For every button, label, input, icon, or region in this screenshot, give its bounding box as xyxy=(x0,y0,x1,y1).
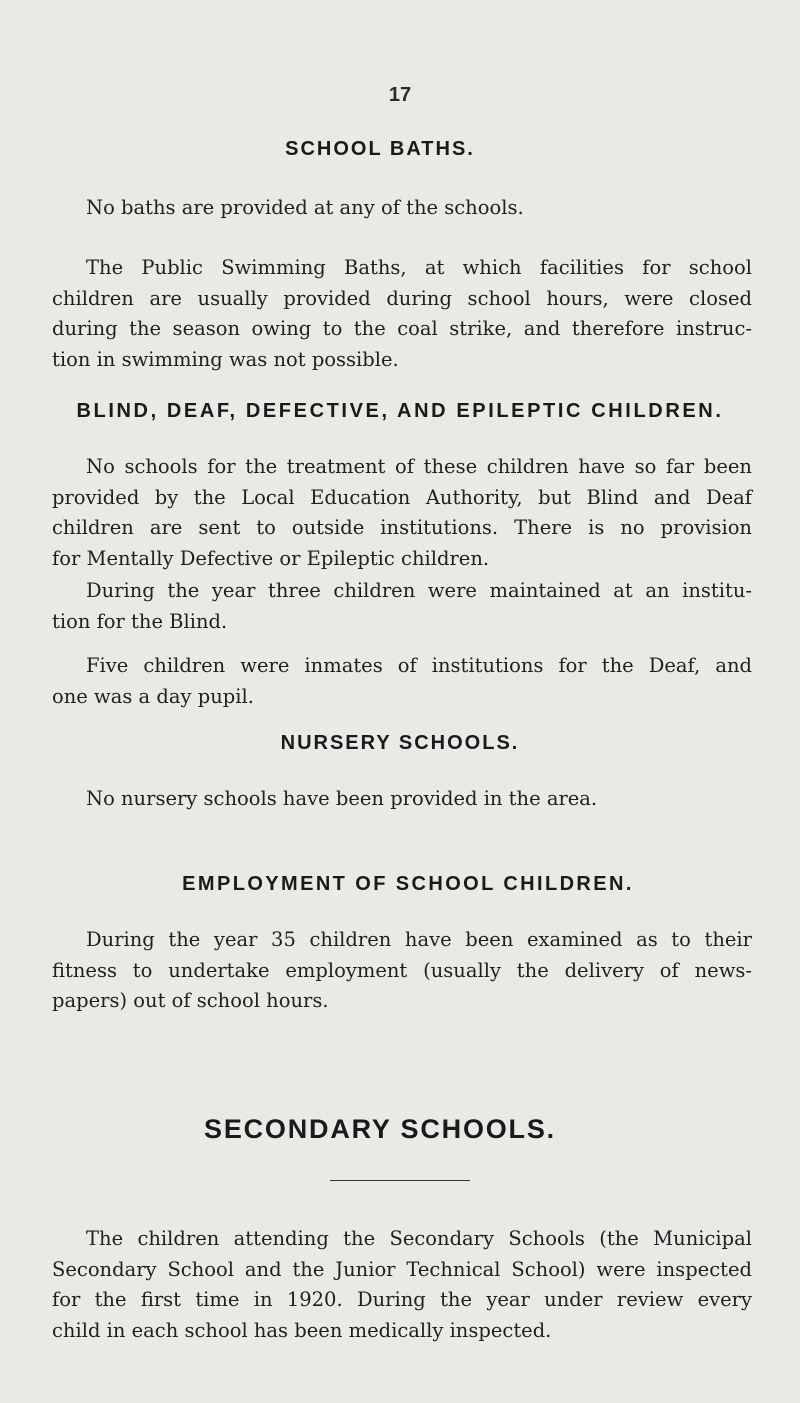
text-line: fitness to undertake employment (usually the delivery of news- xyxy=(52,958,752,982)
text-line: The Public Swimming Baths, at which facilities for school xyxy=(86,256,752,279)
text-line: Secondary School and the Junior Technical School) were inspected xyxy=(52,1257,752,1281)
text-line: children are sent to outside institutions. There is no provision xyxy=(52,516,752,539)
heading-school-baths: SCHOOL BATHS. xyxy=(285,138,475,160)
paragraph-blind-2 xyxy=(52,576,752,637)
text-line: The children attending the Secondary Schools (the Municipal xyxy=(86,1227,752,1250)
paragraph-employment-1 xyxy=(52,925,752,1017)
page-number: 17 xyxy=(388,84,412,106)
text-line: one was a day pupil. xyxy=(52,684,254,708)
text-line: during the season owing to the coal strike, and therefore instruc- xyxy=(52,317,752,340)
text-line: tion in swimming was not possible. xyxy=(52,347,399,371)
paragraph-baths-1 xyxy=(52,193,752,224)
text-line: for the first time in 1920. During the year under review every xyxy=(52,1288,752,1311)
divider-rule xyxy=(330,1180,470,1181)
text-line: for Mentally Defective or Epileptic children. xyxy=(52,546,490,570)
heading-secondary-schools: SECONDARY SCHOOLS. xyxy=(204,1114,556,1144)
text-line: No nursery schools have been provided in the area. xyxy=(86,787,598,810)
text-line: During the year three children were maintained at an institu- xyxy=(86,579,752,602)
paragraph-nursery-1 xyxy=(52,784,752,815)
text-line: provided by the Local Education Authority, but Blind and Deaf xyxy=(52,485,752,509)
paragraph-secondary-1 xyxy=(52,1224,752,1346)
heading-employment: EMPLOYMENT OF SCHOOL CHILDREN. xyxy=(182,873,634,895)
text-line: children are usually provided during school hours, were closed xyxy=(52,286,752,310)
text-line: No schools for the treatment of these children have so far been xyxy=(86,455,752,478)
text-line: During the year 35 children have been examined as to their xyxy=(86,928,752,951)
heading-blind-deaf: BLIND, DEAF, DEFECTIVE, AND EPILEPTIC CHILDREN. xyxy=(76,400,724,422)
paragraph-blind-3 xyxy=(52,651,752,712)
text-line: No baths are provided at any of the schools. xyxy=(86,196,524,219)
paragraph-baths-2 xyxy=(52,253,752,375)
text-line: Five children were inmates of institutions for the Deaf, and xyxy=(86,654,752,677)
paragraph-blind-1 xyxy=(52,452,752,574)
text-line: child in each school has been medically inspected. xyxy=(52,1318,552,1342)
text-line: papers) out of school hours. xyxy=(52,989,329,1012)
heading-nursery-schools: NURSERY SCHOOLS. xyxy=(280,732,520,754)
text-line: tion for the Blind. xyxy=(52,609,228,633)
